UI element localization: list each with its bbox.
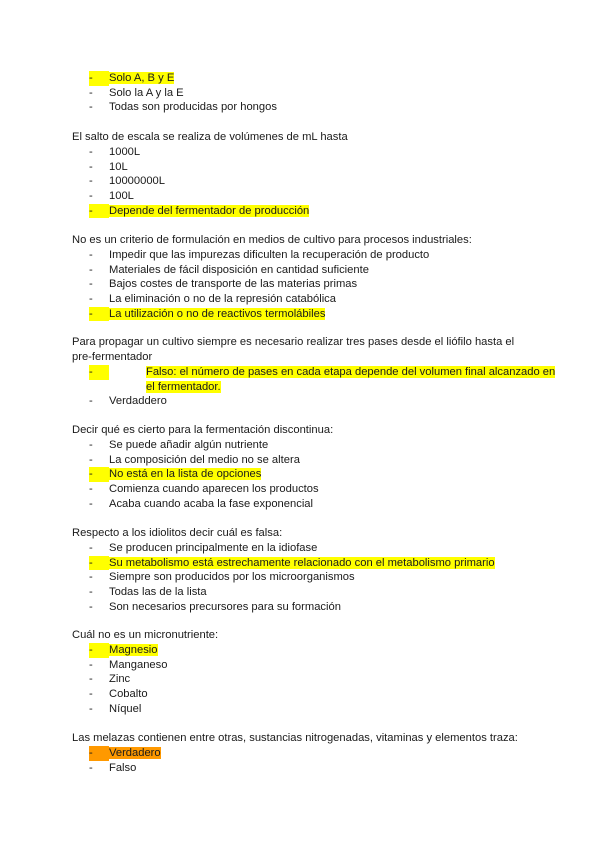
dash-marker: - <box>89 263 93 276</box>
option-text: La composición del medio no se altera <box>109 453 300 466</box>
question-block-4 <box>72 423 532 511</box>
question-block-0 <box>72 71 532 115</box>
dash-marker: - <box>89 746 109 761</box>
option-item <box>72 761 532 776</box>
dash-marker: - <box>89 439 93 451</box>
option-item <box>72 365 556 394</box>
option-item <box>72 263 532 278</box>
option-text: Su metabolismo está estrechamente relacionado con el metabolismo primario <box>109 556 495 569</box>
option-text: Comienza cuando aparecen los productos <box>109 483 319 496</box>
option-item <box>72 248 532 263</box>
option-item <box>72 541 532 556</box>
option-list <box>72 71 532 115</box>
option-text: Magnesio <box>109 644 158 656</box>
option-text: Manganeso <box>109 658 168 671</box>
dash-marker: - <box>89 571 93 584</box>
option-text: Níquel <box>109 702 142 715</box>
option-item <box>72 600 532 615</box>
option-item <box>72 394 528 409</box>
dash-marker: - <box>89 761 93 774</box>
option-item <box>72 672 532 687</box>
option-text: Cobalto <box>109 688 148 701</box>
option-list <box>72 643 532 716</box>
dash-marker: - <box>89 101 93 114</box>
option-item <box>72 556 532 571</box>
option-item <box>72 643 532 658</box>
option-list <box>72 145 532 218</box>
option-item <box>72 746 532 761</box>
option-item <box>72 189 532 204</box>
dash-marker: - <box>89 146 93 158</box>
question-block-2 <box>72 233 532 321</box>
dash-marker: - <box>89 249 93 261</box>
option-text: Son necesarios precursores para su formación <box>109 600 341 613</box>
question-text: Las melazas contienen entre otras, sustancias nitrogenadas, vitaminas y elementos traza: <box>72 732 518 744</box>
option-text: No está en la lista de opciones <box>109 468 262 481</box>
option-text: Verdadero <box>109 747 161 759</box>
option-item <box>72 204 532 219</box>
option-item <box>72 585 532 600</box>
option-item <box>72 71 532 86</box>
option-text: Se producen principalmente en la idiofase <box>109 542 318 554</box>
dash-marker: - <box>89 556 109 571</box>
option-text: 100L <box>109 190 134 203</box>
option-list <box>72 541 532 614</box>
option-text: Bajos costes de transporte de las materias primas <box>109 278 358 291</box>
option-text: Solo A, B y E <box>109 72 175 84</box>
question-block-6 <box>72 628 532 716</box>
dash-marker: - <box>89 190 93 203</box>
dash-marker: - <box>89 586 93 599</box>
option-text: Todas son producidas por hongos <box>109 101 277 114</box>
option-item <box>72 482 532 497</box>
question-text: Decir qué es cierto para la fermentación discontinua: <box>72 424 334 436</box>
question-block-1 <box>72 130 532 218</box>
option-text: Impedir que las impurezas dificulten la recuperación de producto <box>109 249 430 261</box>
option-item <box>72 174 532 189</box>
option-text: Falso: el número de pases en cada etapa depende del volumen final alcanzado en el fermentador. <box>146 366 556 393</box>
option-text: Siempre son producidos por los microorganismos <box>109 571 355 584</box>
option-list <box>72 746 532 775</box>
option-text: 10L <box>109 160 128 173</box>
dash-marker: - <box>89 395 93 408</box>
dash-marker: - <box>89 600 93 613</box>
question-text: Para propagar un cultivo siempre es necesario realizar tres pases desde el liófilo hasta el pre-fermentador <box>72 336 515 363</box>
option-item <box>72 86 532 101</box>
dash-marker: - <box>89 86 93 99</box>
option-item <box>72 160 532 175</box>
option-item <box>72 307 532 322</box>
option-text: Verdaddero <box>109 395 167 408</box>
dash-marker: - <box>89 483 93 496</box>
dash-marker: - <box>89 673 93 686</box>
dash-marker: - <box>89 497 93 510</box>
option-list <box>72 438 532 511</box>
question-text: Cuál no es un micronutriente: <box>72 629 219 641</box>
option-item <box>72 687 532 702</box>
question-block-7 <box>72 731 532 775</box>
question-block-5 <box>72 526 532 614</box>
option-item <box>72 145 532 160</box>
dash-marker: - <box>89 160 93 173</box>
question-text: Respecto a los idiolitos decir cuál es falsa: <box>72 527 283 539</box>
option-text: Materiales de fácil disposición en cantidad suficiente <box>109 263 369 276</box>
dash-marker: - <box>89 278 93 291</box>
option-text: 1000L <box>109 146 141 158</box>
option-text: Acaba cuando acaba la fase exponencial <box>109 497 314 510</box>
option-item <box>72 702 532 717</box>
dash-marker: - <box>89 293 93 306</box>
dash-marker: - <box>89 204 109 219</box>
option-list <box>72 248 532 321</box>
option-item <box>72 277 532 292</box>
option-text: 10000000L <box>109 175 165 188</box>
option-item <box>72 453 532 468</box>
option-text: Todas las de la lista <box>109 586 207 599</box>
question-text: El salto de escala se realiza de volúmenes de mL hasta <box>72 131 348 143</box>
dash-marker: - <box>89 365 109 380</box>
option-item <box>72 438 532 453</box>
option-item <box>72 100 532 115</box>
dash-marker: - <box>89 688 93 701</box>
option-text: Solo la A y la E <box>109 86 184 99</box>
option-text: Falso <box>109 761 137 774</box>
option-item <box>72 497 532 512</box>
option-text: La utilización o no de reactivos termolábiles <box>109 307 326 320</box>
dash-marker: - <box>89 542 93 554</box>
dash-marker: - <box>89 702 93 715</box>
dash-marker: - <box>89 175 93 188</box>
option-text: Depende del fermentador de producción <box>109 204 310 217</box>
option-item <box>72 570 532 585</box>
option-text: Se puede añadir algún nutriente <box>109 439 269 451</box>
option-text: La eliminación o no de la represión catabólica <box>109 293 337 306</box>
dash-marker: - <box>89 467 109 482</box>
question-block-3 <box>72 335 556 409</box>
dash-marker: - <box>89 71 109 86</box>
option-text: Zinc <box>109 673 131 686</box>
option-item <box>72 658 532 673</box>
option-item <box>72 292 532 307</box>
option-list <box>72 365 556 409</box>
option-item <box>72 467 532 482</box>
dash-marker: - <box>89 453 93 466</box>
dash-marker: - <box>89 307 109 322</box>
question-text: No es un criterio de formulación en medios de cultivo para procesos industriales: <box>72 234 472 246</box>
dash-marker: - <box>89 658 93 671</box>
dash-marker: - <box>89 643 109 658</box>
